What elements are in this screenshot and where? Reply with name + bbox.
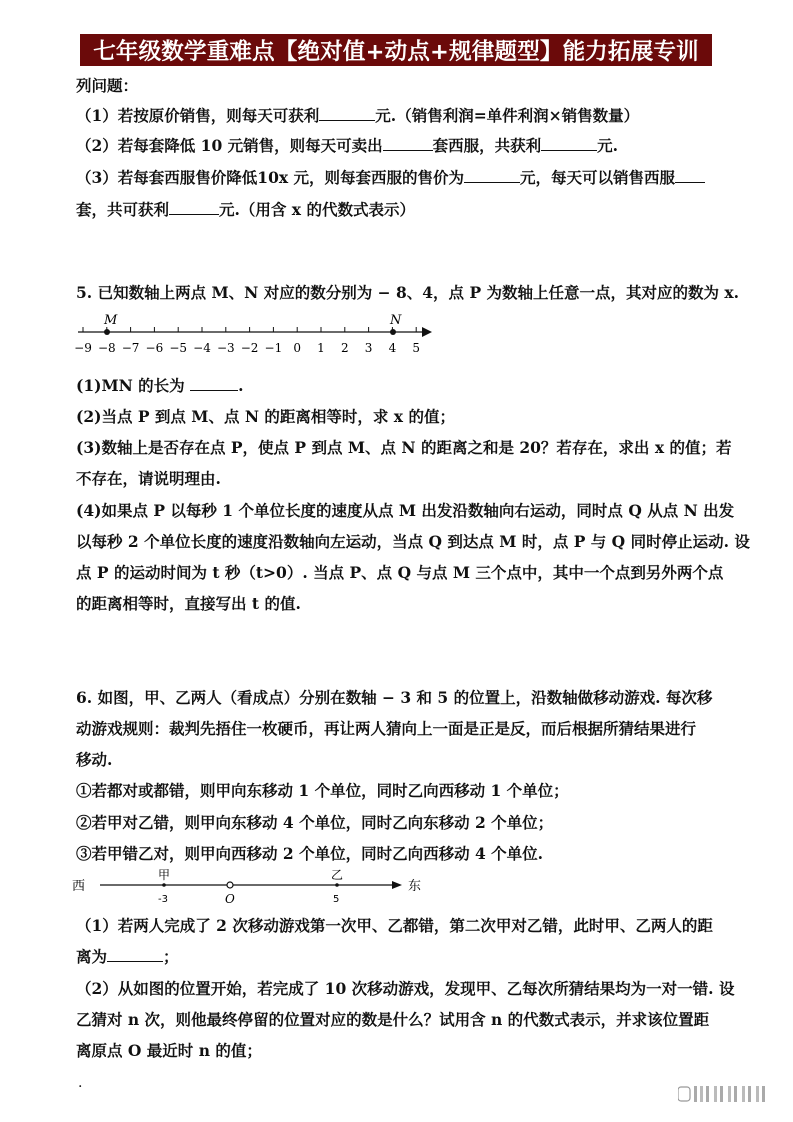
tick-label: 1: [317, 341, 325, 355]
tick-label: 5: [412, 341, 421, 355]
answer-blank: [541, 136, 597, 151]
tick-label: −6: [145, 341, 164, 355]
tick-label: 3: [364, 341, 373, 355]
origin-point: [227, 882, 233, 888]
q6-stem-line3: 移动.: [76, 750, 113, 769]
q5-sub4-line1: (4)如果点 P 以每秒 1 个单位长度的速度从点 M 出发沿数轴向右运动，同时点 Q 从点 N 出发: [76, 501, 735, 520]
q5-sub3-line1: (3)数轴上是否存在点 P，使点 P 到点 M、点 N 的距离之和是 20？若存在，求出 x 的值；若: [76, 438, 732, 457]
tick-label: −7: [121, 341, 140, 355]
q4-part3: [76, 166, 705, 188]
q5-sub4-line4: 的距离相等时，直接写出 t 的值.: [76, 594, 301, 613]
q4-part1-text: （1）若按原价销售，则每天可获利: [76, 106, 320, 125]
label-m: M: [104, 313, 118, 328]
label-west: 西: [72, 879, 86, 894]
tick-label: 0: [293, 341, 302, 355]
page-title: 七年级数学重难点【绝对值+动点+规律题型】能力拓展专训: [80, 34, 712, 66]
label-jia: 甲: [158, 868, 171, 882]
q6-sub1-text: 离为: [76, 947, 108, 966]
value-yi: 5: [333, 894, 340, 905]
q4-part3-cont: [76, 198, 415, 220]
q4-part1-text-b: 元.（销售利润=单件利润×销售数量）: [375, 106, 640, 125]
q6-stem-line2: 动游戏规则：裁判先捂住一枚硬币，再让两人猜向上一面是正是反，而后根据所猜结果进行: [76, 719, 697, 738]
q4-part3-text: （3）若每套西服售价降低10x 元，则每套西服的售价为: [76, 168, 464, 187]
q5-sub3-line2: 不存在，请说明理由.: [76, 469, 221, 488]
tick-label: −4: [193, 341, 211, 355]
q6-sub1-line2: [76, 945, 179, 967]
number-line-mn: [70, 310, 450, 362]
label-n: N: [390, 313, 402, 328]
q5-sub4-line3: 点 P 的运动时间为 t 秒（t>0）. 当点 P、点 Q 与点 M 三个点中，其中一个点到另外两个点: [76, 563, 724, 582]
tick-label: −9: [74, 341, 92, 355]
q4-part3-cont-text-b: 元.（用含 x 的代数式表示）: [219, 200, 415, 219]
point-jia: [162, 883, 166, 887]
q4-part3-cont-text: 套，共可获利: [76, 200, 170, 219]
label-origin: O: [225, 892, 235, 906]
q6-rule1: ①若都对或都错，则甲向东移动 1 个单位，同时乙向西移动 1 个单位；: [76, 781, 569, 800]
point-yi: [335, 883, 339, 887]
q4-part2-text: （2）若每套降低 10 元销售，则每天可卖出: [76, 136, 383, 155]
point-n: [390, 329, 396, 335]
label-yi: 乙: [331, 868, 344, 882]
q5-sub4-line2: 以每秒 2 个单位长度的速度沿数轴向左运动，当点 Q 到达点 M 时，点 P 与 Q 同时停止运动. 设: [76, 532, 750, 551]
q5-stem: 5. 已知数轴上两点 M、N 对应的数分别为 − 8、4，点 P 为数轴上任意一点，其对应的数为 x.: [76, 283, 740, 302]
tick-label: −2: [240, 341, 259, 355]
answer-blank: [169, 200, 219, 215]
label-east: 东: [408, 879, 422, 894]
q5-sub2: (2)当点 P 到点 M、点 N 的距离相等时，求 x 的值；: [76, 407, 455, 426]
answer-blank: [190, 376, 238, 391]
tick-label: −1: [264, 341, 283, 355]
tick-label: 2: [340, 341, 349, 355]
answer-blank: [319, 106, 375, 121]
tick-label: 4: [388, 341, 397, 355]
q6-sub1-line1: （1）若两人完成了 2 次移动游戏第一次甲、乙都错，第二次甲对乙错，此时甲、乙两人的距: [76, 916, 713, 935]
q6-sub2-line3: 离原点 O 最近时 n 的值；: [76, 1041, 262, 1060]
q4-part2-text-b: 套西服，共获利: [432, 136, 542, 155]
point-m: [104, 329, 110, 335]
watermark-bars-icon: [678, 1084, 770, 1104]
answer-blank: [675, 168, 705, 183]
tick-label: −3: [216, 341, 235, 355]
tick-label: −5: [169, 341, 188, 355]
answer-blank: [383, 136, 433, 151]
q6-stem-line1: 6. 如图，甲、乙两人（看成点）分别在数轴 − 3 和 5 的位置上，沿数轴做移动游戏. 每次移: [76, 688, 713, 707]
q5-sub1-text-b: .: [238, 376, 244, 395]
value-jia: -3: [158, 894, 168, 905]
q4-part3-text-b: 元，每天可以销售西服: [520, 168, 676, 187]
q6-rule2: ②若甲对乙错，则甲向东移动 4 个单位，同时乙向东移动 2 个单位；: [76, 813, 554, 832]
tick-label: −8: [97, 341, 116, 355]
q6-sub2-line2: 乙猜对 n 次，则他最终停留的位置对应的数是什么？试用含 n 的代数式表示，并求该位置距: [76, 1010, 710, 1029]
q4-part1: [76, 104, 639, 126]
q6-rule3: ③若甲错乙对，则甲向西移动 2 个单位，同时乙向西移动 4 个单位.: [76, 844, 544, 863]
answer-blank: [107, 947, 163, 962]
q5-sub1-text: (1)MN 的长为: [76, 376, 185, 395]
q6-sub2-line1: （2）从如图的位置开始，若完成了 10 次移动游戏，发现甲、乙每次所猜结果均为一对一错. 设: [76, 979, 735, 998]
stray-dot: .: [78, 1075, 83, 1091]
q5-sub1: [76, 374, 244, 396]
q4-lead: 列问题：: [76, 76, 139, 95]
q4-part2: [76, 134, 618, 156]
answer-blank: [464, 168, 520, 183]
q6-sub1-text-b: ；: [163, 947, 179, 966]
number-line-east-west: [72, 866, 432, 908]
q4-part2-text-c: 元.: [597, 136, 619, 155]
